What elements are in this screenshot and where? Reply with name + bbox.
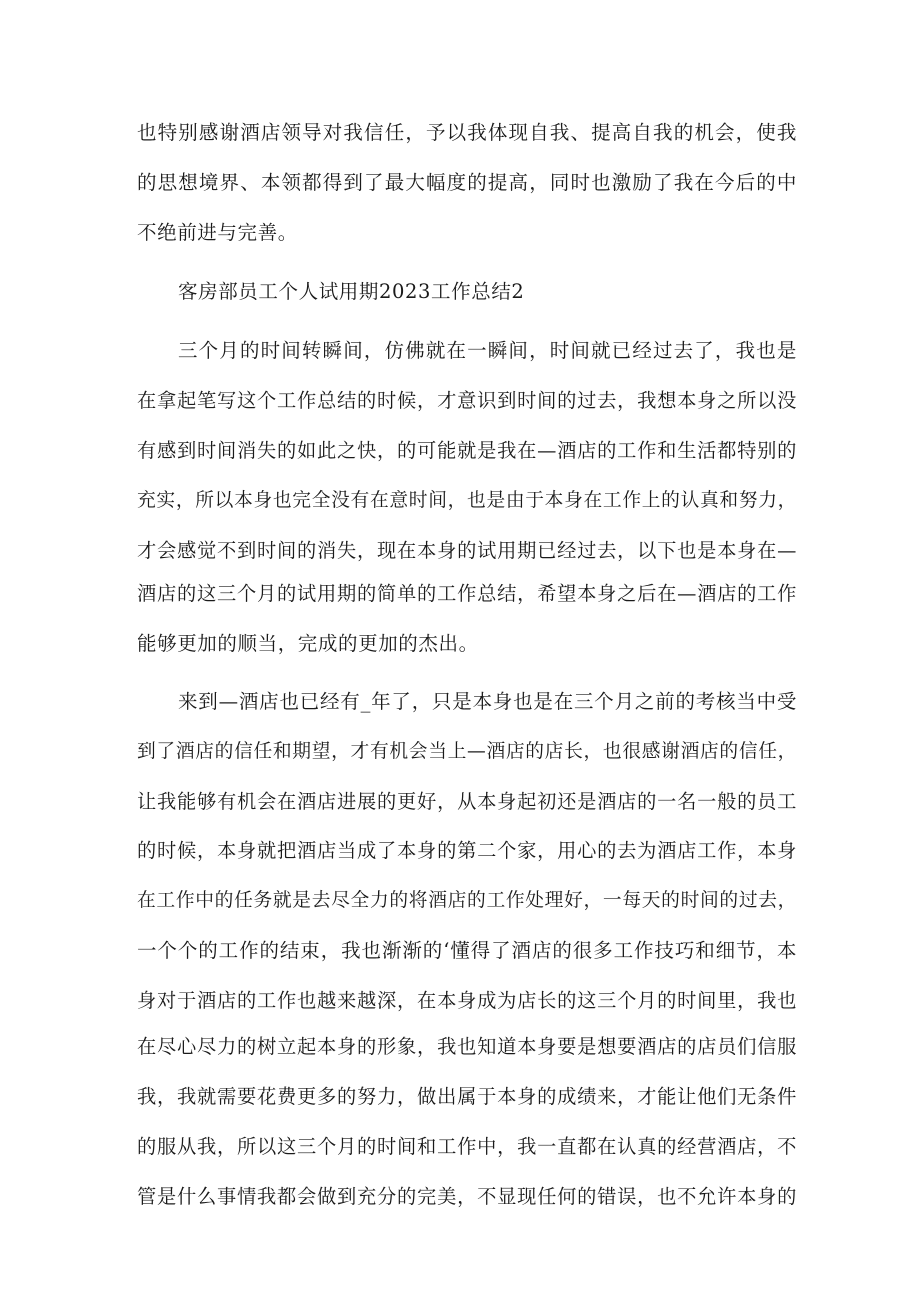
paragraph-2-line-6: 酒店的这三个月的试用期的简单的工作总结，希望本身之后在—酒店的工作 (137, 582, 797, 605)
paragraph-3-line-5: 在工作中的任务就是去尽全力的将酒店的工作处理好，一每天的时间的过去， (137, 890, 797, 911)
paragraph-3-line-1: 来到—酒店也已经有_年了，只是本身也是在三个月之前的考核当中受 (178, 690, 797, 713)
paragraph-3-line-11: 管是什么事情我都会做到充分的完美，不显现任何的错误，也不允许本身的 (137, 1185, 797, 1208)
paragraph-3-line-6: 一个个的工作的结束，我也渐渐的‘懂得了酒店的很多工作技巧和细节，本 (137, 939, 797, 962)
paragraph-2-line-1: 三个月的时间转瞬间，仿佛就在一瞬间，时间就已经过去了，我也是 (178, 339, 797, 362)
paragraph-2-line-3: 有感到时间消失的如此之快，的可能就是我在—酒店的工作和生活都特别的 (137, 439, 797, 462)
paragraph-3-line-10: 的服从我，所以这三个月的时间和工作中，我一直都在认真的经营酒店，不 (137, 1135, 797, 1158)
paragraph-3-line-7: 身对于酒店的工作也越来越深，在本身成为店长的这三个月的时间里，我也 (137, 989, 797, 1012)
paragraph-3-line-2: 到了酒店的信任和期望，才有机会当上—酒店的店长，也很感谢酒店的信任， (137, 741, 797, 762)
paragraph-3-line-9: 我，我就需要花费更多的努力，做出属于本身的成绩来，才能让他们无条件 (137, 1085, 797, 1108)
section-heading: 客房部员工个人试用期2023工作总结2 (178, 280, 525, 303)
paragraph-3-line-8: 在尽心尽力的树立起本身的形象，我也知道本身要是想要酒店的店员们信服 (137, 1035, 797, 1058)
paragraph-2-line-2: 在拿起笔写这个工作总结的时候，才意识到时间的过去，我想本身之所以没 (137, 389, 797, 412)
paragraph-3-line-3: 让我能够有机会在酒店进展的更好，从本身起初还是酒店的一名一般的员工 (137, 790, 797, 813)
paragraph-2-line-4: 充实，所以本身也完全没有在意时间，也是由于本身在工作上的认真和努力， (137, 490, 797, 511)
paragraph-1-line-3: 不绝前进与完善。 (137, 221, 298, 244)
paragraph-2-line-5: 才会感觉不到时间的消失，现在本身的试用期已经过去，以下也是本身在— (137, 539, 797, 562)
paragraph-1-line-1: 也特别感谢酒店领导对我信任，予以我体现自我、提高自我的机会，使我 (137, 121, 797, 144)
paragraph-2-line-7: 能够更加的顺当，完成的更加的杰出。 (137, 632, 479, 655)
paragraph-3-line-4: 的时候，本身就把酒店当成了本身的第二个家，用心的去为酒店工作，本身 (137, 839, 797, 862)
paragraph-1-line-2: 的思想境界、本领都得到了最大幅度的提高，同时也激励了我在今后的中 (137, 171, 797, 194)
